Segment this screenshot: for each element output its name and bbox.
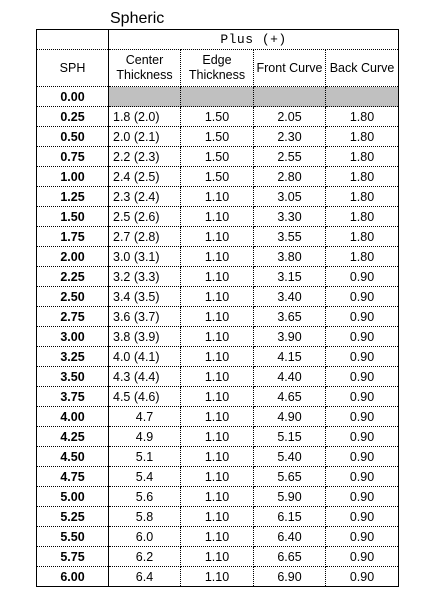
front-curve-cell: 6.90 — [254, 567, 326, 587]
table-row — [37, 227, 399, 247]
table-row — [37, 127, 399, 147]
back-curve-cell: 1.80 — [326, 227, 399, 247]
front-curve-cell — [254, 87, 326, 107]
back-curve-cell: 0.90 — [326, 447, 399, 467]
table-row — [37, 187, 399, 207]
back-curve-cell: 0.90 — [326, 267, 399, 287]
back-curve-cell: 0.90 — [326, 467, 399, 487]
sph-cell: 5.25 — [37, 507, 109, 527]
center-thickness-cell: 2.4 (2.5) — [109, 167, 181, 187]
back-curve-cell: 1.80 — [326, 247, 399, 267]
front-curve-cell: 4.90 — [254, 407, 326, 427]
front-curve-cell: 2.05 — [254, 107, 326, 127]
table-row — [37, 87, 399, 107]
center-thickness-cell: 3.6 (3.7) — [109, 307, 181, 327]
table-row — [37, 407, 399, 427]
back-curve-cell: 0.90 — [326, 547, 399, 567]
front-curve-cell: 4.40 — [254, 367, 326, 387]
sph-cell: 4.25 — [37, 427, 109, 447]
column-header-edge-thickness: Edge Thickness — [181, 50, 254, 87]
front-curve-cell: 2.55 — [254, 147, 326, 167]
sph-cell: 0.00 — [37, 87, 109, 107]
edge-thickness-cell: 1.10 — [181, 507, 254, 527]
sph-cell: 5.50 — [37, 527, 109, 547]
center-thickness-cell: 4.7 — [109, 407, 181, 427]
back-curve-cell: 0.90 — [326, 287, 399, 307]
table-row — [37, 147, 399, 167]
front-curve-cell: 5.65 — [254, 467, 326, 487]
back-curve-cell: 0.90 — [326, 327, 399, 347]
center-thickness-cell: 6.2 — [109, 547, 181, 567]
sph-cell: 4.75 — [37, 467, 109, 487]
back-curve-cell: 1.80 — [326, 107, 399, 127]
table-row — [37, 467, 399, 487]
sph-cell: 2.00 — [37, 247, 109, 267]
center-thickness-cell: 3.4 (3.5) — [109, 287, 181, 307]
center-thickness-cell: 3.0 (3.1) — [109, 247, 181, 267]
edge-thickness-cell: 1.10 — [181, 327, 254, 347]
table-row — [37, 527, 399, 547]
table-row — [37, 487, 399, 507]
center-thickness-cell — [109, 87, 181, 107]
edge-thickness-cell: 1.50 — [181, 127, 254, 147]
center-thickness-cell: 2.7 (2.8) — [109, 227, 181, 247]
table-row — [37, 107, 399, 127]
sph-cell: 3.75 — [37, 387, 109, 407]
sph-cell: 5.00 — [37, 487, 109, 507]
table-row — [37, 287, 399, 307]
sph-cell: 0.75 — [37, 147, 109, 167]
table-row — [37, 547, 399, 567]
edge-thickness-cell: 1.10 — [181, 447, 254, 467]
edge-thickness-cell: 1.10 — [181, 347, 254, 367]
front-curve-cell: 5.40 — [254, 447, 326, 467]
sph-cell: 1.50 — [37, 207, 109, 227]
center-thickness-cell: 6.4 — [109, 567, 181, 587]
sph-cell: 3.00 — [37, 327, 109, 347]
sph-cell: 1.25 — [37, 187, 109, 207]
sph-cell: 4.00 — [37, 407, 109, 427]
edge-thickness-cell: 1.10 — [181, 367, 254, 387]
front-curve-cell: 3.30 — [254, 207, 326, 227]
edge-thickness-cell: 1.10 — [181, 547, 254, 567]
edge-thickness-cell — [181, 87, 254, 107]
table-row — [37, 207, 399, 227]
back-curve-cell: 1.80 — [326, 147, 399, 167]
edge-thickness-cell: 1.10 — [181, 267, 254, 287]
center-thickness-cell: 2.0 (2.1) — [109, 127, 181, 147]
front-curve-cell: 3.80 — [254, 247, 326, 267]
front-curve-cell: 4.15 — [254, 347, 326, 367]
front-curve-cell: 3.55 — [254, 227, 326, 247]
center-thickness-cell: 2.3 (2.4) — [109, 187, 181, 207]
back-curve-cell: 0.90 — [326, 367, 399, 387]
sph-cell: 5.75 — [37, 547, 109, 567]
edge-thickness-cell: 1.10 — [181, 187, 254, 207]
table-row — [37, 167, 399, 187]
sph-cell: 2.75 — [37, 307, 109, 327]
sph-cell: 1.75 — [37, 227, 109, 247]
front-curve-cell: 3.65 — [254, 307, 326, 327]
front-curve-cell: 3.05 — [254, 187, 326, 207]
center-thickness-cell: 3.2 (3.3) — [109, 267, 181, 287]
back-curve-cell: 0.90 — [326, 487, 399, 507]
column-header-row — [37, 50, 399, 87]
corner-cell — [37, 30, 109, 50]
center-thickness-cell: 4.5 (4.6) — [109, 387, 181, 407]
center-thickness-cell: 2.5 (2.6) — [109, 207, 181, 227]
sph-cell: 6.00 — [37, 567, 109, 587]
sph-cell: 3.50 — [37, 367, 109, 387]
front-curve-cell: 2.30 — [254, 127, 326, 147]
table-row — [37, 387, 399, 407]
center-thickness-cell: 5.4 — [109, 467, 181, 487]
edge-thickness-cell: 1.10 — [181, 247, 254, 267]
page-title: Spheric — [110, 10, 165, 27]
table-row — [37, 447, 399, 467]
center-thickness-cell: 5.8 — [109, 507, 181, 527]
sph-cell: 2.25 — [37, 267, 109, 287]
table-row — [37, 507, 399, 527]
edge-thickness-cell: 1.50 — [181, 167, 254, 187]
back-curve-cell: 1.80 — [326, 167, 399, 187]
front-curve-cell: 2.80 — [254, 167, 326, 187]
edge-thickness-cell: 1.10 — [181, 227, 254, 247]
center-thickness-cell: 4.3 (4.4) — [109, 367, 181, 387]
spheric-table — [36, 29, 399, 587]
back-curve-cell — [326, 87, 399, 107]
center-thickness-cell: 2.2 (2.3) — [109, 147, 181, 167]
table-row — [37, 267, 399, 287]
sph-cell: 4.50 — [37, 447, 109, 467]
back-curve-cell: 0.90 — [326, 407, 399, 427]
front-curve-cell: 4.65 — [254, 387, 326, 407]
group-header-row — [37, 30, 399, 50]
edge-thickness-cell: 1.10 — [181, 387, 254, 407]
edge-thickness-cell: 1.10 — [181, 407, 254, 427]
front-curve-cell: 3.40 — [254, 287, 326, 307]
table-row — [37, 327, 399, 347]
column-header-sph: SPH — [37, 50, 109, 87]
edge-thickness-cell: 1.50 — [181, 107, 254, 127]
back-curve-cell: 0.90 — [326, 387, 399, 407]
center-thickness-cell: 1.8 (2.0) — [109, 107, 181, 127]
table-row — [37, 307, 399, 327]
back-curve-cell: 0.90 — [326, 567, 399, 587]
group-header-plus: Plus (+) — [109, 30, 399, 50]
center-thickness-cell: 6.0 — [109, 527, 181, 547]
front-curve-cell: 6.40 — [254, 527, 326, 547]
sph-cell: 3.25 — [37, 347, 109, 367]
edge-thickness-cell: 1.10 — [181, 207, 254, 227]
column-header-back-curve: Back Curve — [326, 50, 399, 87]
column-header-front-curve: Front Curve — [254, 50, 326, 87]
front-curve-cell: 5.90 — [254, 487, 326, 507]
edge-thickness-cell: 1.10 — [181, 307, 254, 327]
front-curve-cell: 3.15 — [254, 267, 326, 287]
back-curve-cell: 1.80 — [326, 127, 399, 147]
back-curve-cell: 1.80 — [326, 207, 399, 227]
back-curve-cell: 1.80 — [326, 187, 399, 207]
table-row — [37, 247, 399, 267]
back-curve-cell: 0.90 — [326, 527, 399, 547]
table-row — [37, 347, 399, 367]
back-curve-cell: 0.90 — [326, 307, 399, 327]
column-header-center-thickness: Center Thickness — [109, 50, 181, 87]
center-thickness-cell: 4.9 — [109, 427, 181, 447]
back-curve-cell: 0.90 — [326, 507, 399, 527]
edge-thickness-cell: 1.10 — [181, 527, 254, 547]
edge-thickness-cell: 1.10 — [181, 287, 254, 307]
table-body — [37, 87, 399, 587]
edge-thickness-cell: 1.10 — [181, 567, 254, 587]
edge-thickness-cell: 1.10 — [181, 467, 254, 487]
center-thickness-cell: 5.6 — [109, 487, 181, 507]
front-curve-cell: 6.65 — [254, 547, 326, 567]
edge-thickness-cell: 1.10 — [181, 427, 254, 447]
sph-cell: 0.25 — [37, 107, 109, 127]
back-curve-cell: 0.90 — [326, 427, 399, 447]
edge-thickness-cell: 1.10 — [181, 487, 254, 507]
edge-thickness-cell: 1.50 — [181, 147, 254, 167]
sph-cell: 1.00 — [37, 167, 109, 187]
center-thickness-cell: 4.0 (4.1) — [109, 347, 181, 367]
sph-cell: 2.50 — [37, 287, 109, 307]
back-curve-cell: 0.90 — [326, 347, 399, 367]
table-row — [37, 567, 399, 587]
front-curve-cell: 6.15 — [254, 507, 326, 527]
sph-cell: 0.50 — [37, 127, 109, 147]
table-row — [37, 367, 399, 387]
front-curve-cell: 3.90 — [254, 327, 326, 347]
front-curve-cell: 5.15 — [254, 427, 326, 447]
table-row — [37, 427, 399, 447]
center-thickness-cell: 5.1 — [109, 447, 181, 467]
center-thickness-cell: 3.8 (3.9) — [109, 327, 181, 347]
